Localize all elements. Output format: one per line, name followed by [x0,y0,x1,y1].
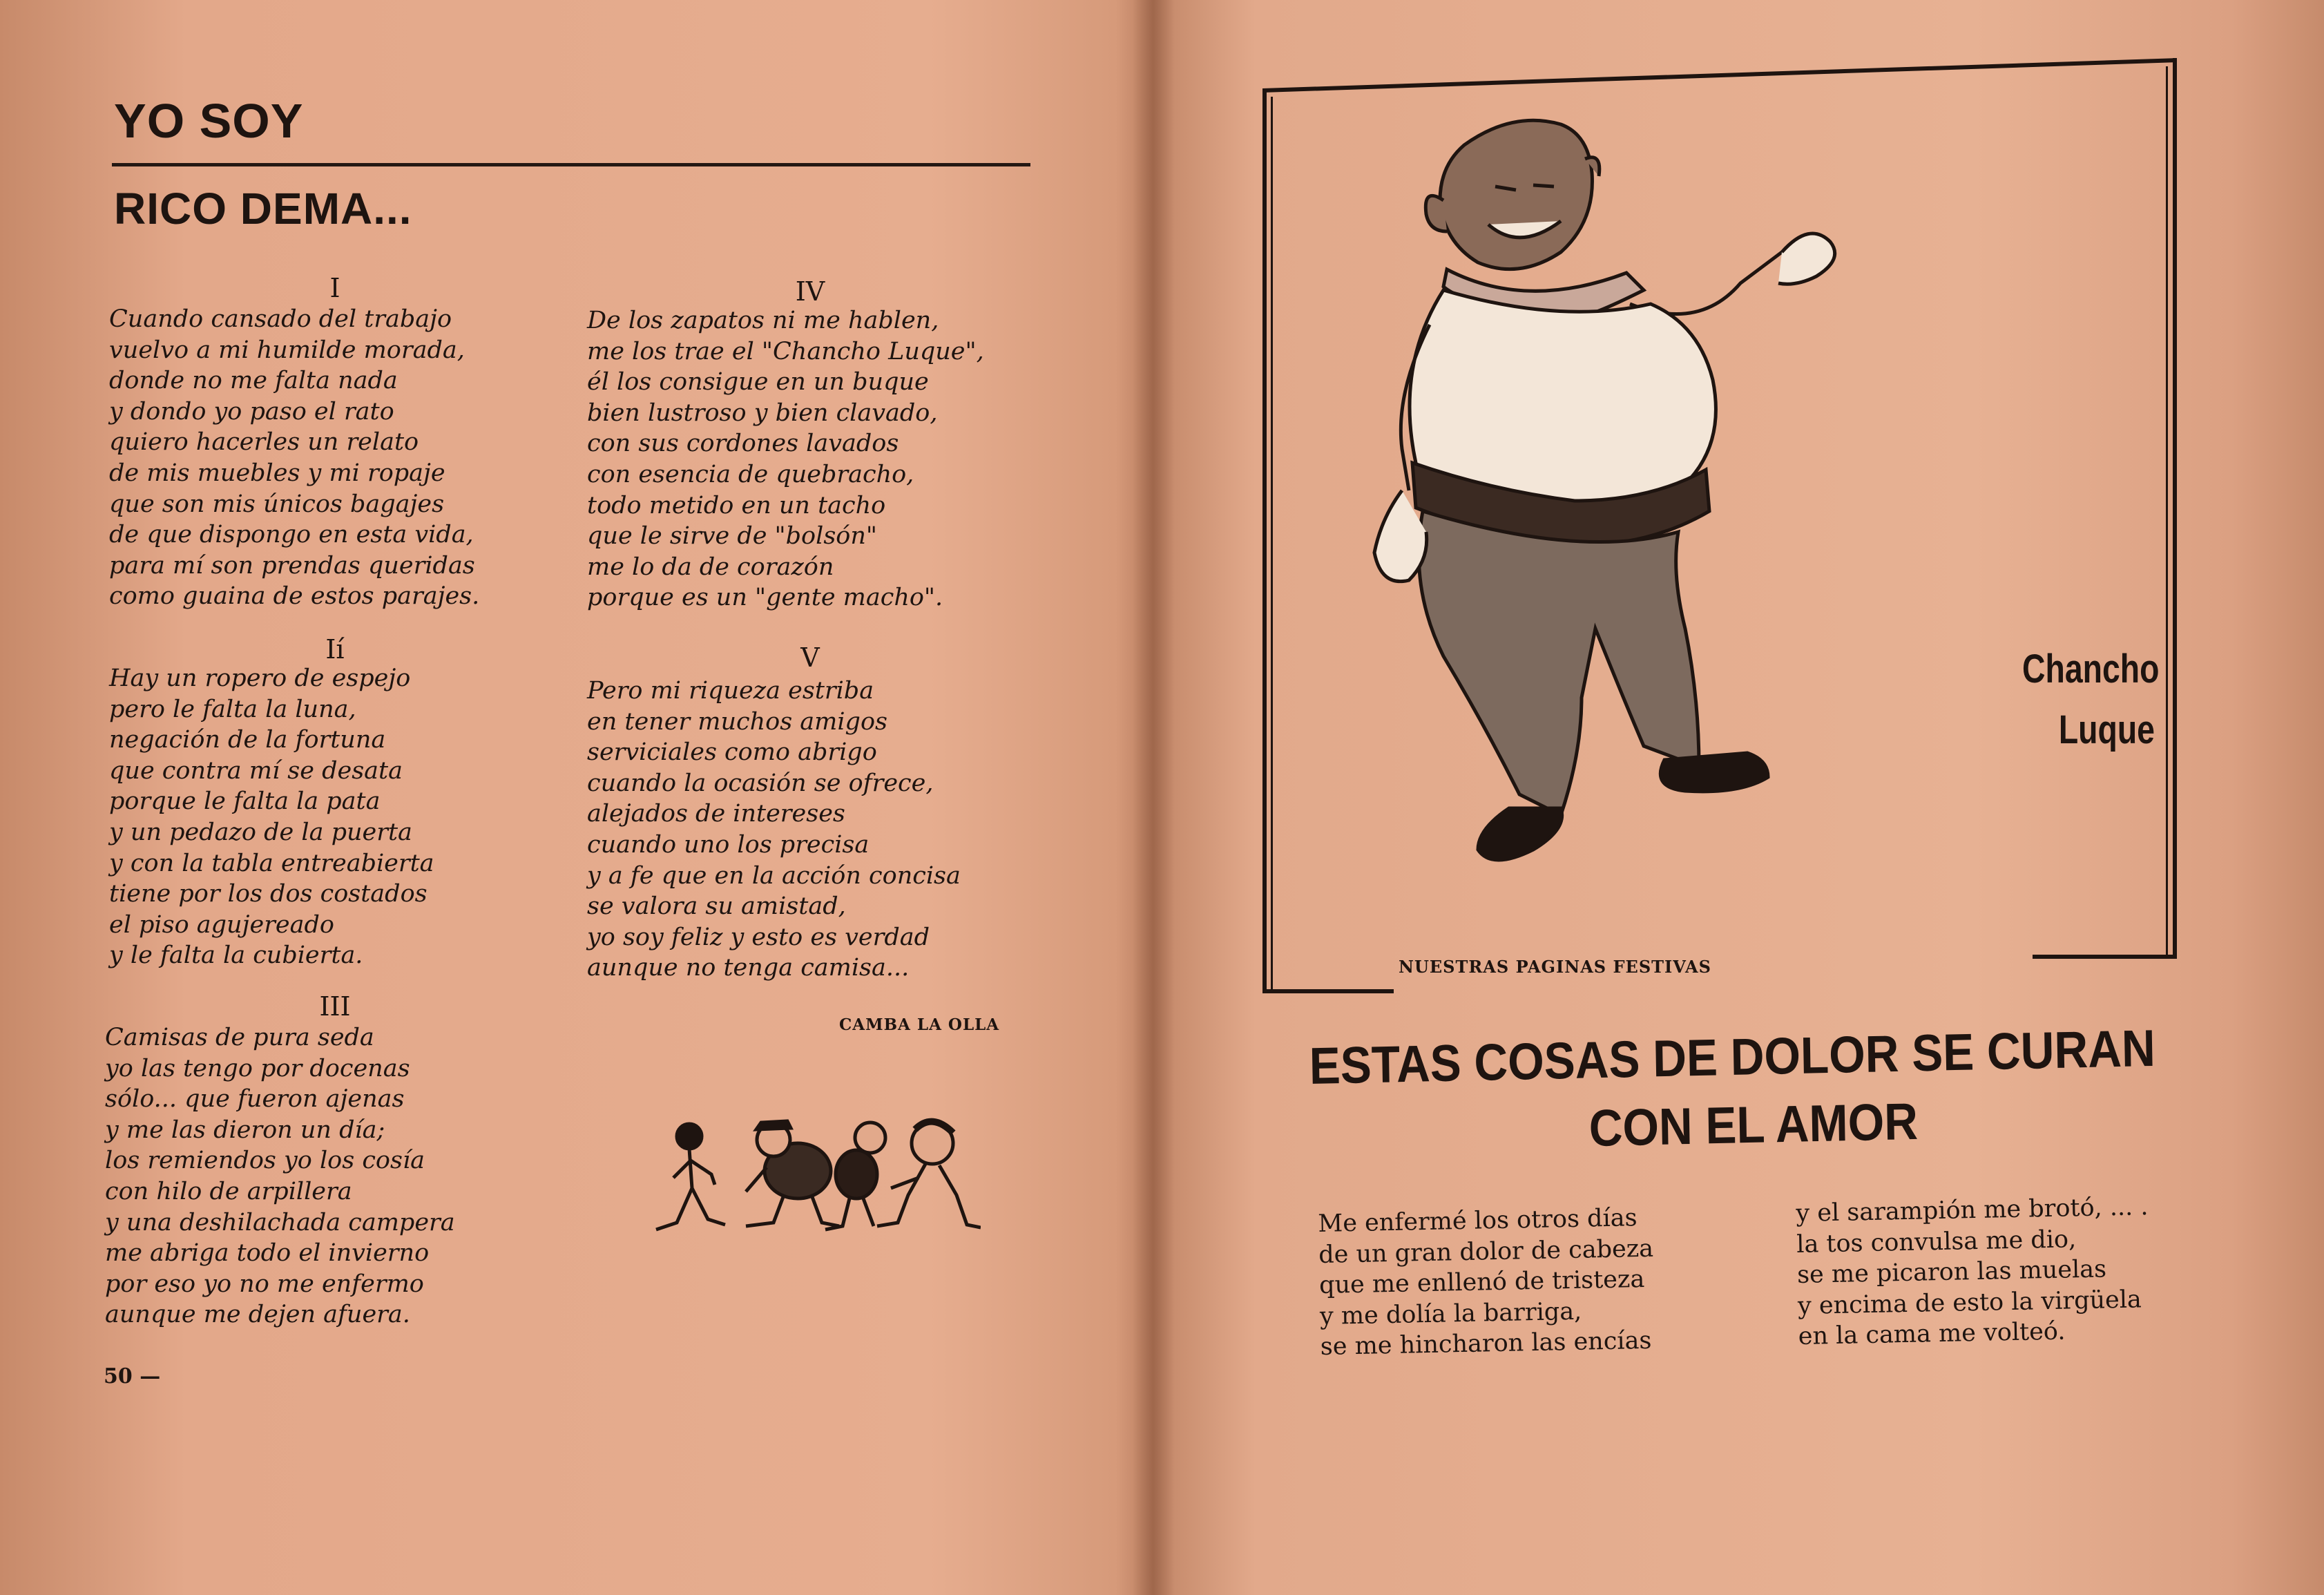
stanza-text: De los zapatos ni me hablen, me los trae el "Chancho Luque", él los consigue en un buque bien lustroso y bien clavado, con sus cordones lavados con esencia de quebracho, todo metido en un tacho que le sirve de "bolsón" me lo da de corazón porque es un "gente macho". [587,307,984,612]
stanza-numeral: I [329,273,340,303]
headline-line2: CON EL AMOR [1588,1091,1919,1157]
headline-line1: ESTAS COSAS DE DOLOR SE CURAN [1309,1018,2156,1095]
crouching-figure [746,1121,839,1226]
stanza-numeral: III [319,991,351,1022]
poem-signature: CAMBA LA OLLA [839,1015,1000,1034]
stanza-text: Pero mi riqueza estriba en tener muchos amigos serviciales como abrigo cuando la ocasión se ofrece, alejados de intereses cuando uno los precisa y a fe que en la acción concisa se valora su amistad, yo soy feliz y esto es verdad aunque no tenga camisa... [587,677,961,982]
poem-title-line2: RICO DEMA... [114,184,412,233]
left-page [0,0,1153,1595]
stanza-text: Camisas de pura seda yo las tengo por docenas sólo... que fueron ajenas y me las dieron un día; los remiendos yo los cosía con hilo de arpillera y una deshilachada campera me abriga todo el invierno por eso yo no me enfermo aunque me dejen afuera. [105,1024,455,1329]
chancho-luque-illustration [1354,104,1975,933]
poem-column-2: y el sarampión me brotó, ... . la tos convulsa me dio, se me picaron las muelas y encima de esto la virgüela en la cama me volteó. [1796,1193,2149,1350]
stanza-numeral: V [800,642,820,673]
walking-figure [656,1124,725,1230]
section-label: NUESTRAS PAGINAS FESTIVAS [1399,957,1711,977]
cartoon-figures-illustration [642,1102,981,1243]
stanza-text: Cuando cansado del trabajo vuelvo a mi humilde morada, donde no me falta nada y dondo yo paso el rato quiero hacerles un relato de mis muebles y mi ropaje que son mis únicos bagajes de que dispongo en esta vida, para mí son prendas queridas como guaina de estos parajes. [109,305,480,611]
title-rule [112,163,1030,166]
illustration-caption: Chancho Luque [2022,647,2160,752]
standing-figure [877,1122,981,1228]
page-number: 50 — [104,1364,161,1388]
poem-column-1: Me enfermé los otros días de un gran dolor de cabeza que me enllenó de tristeza y me dolía la barriga, se me hincharon las encías [1318,1204,1654,1361]
poem-title-line1: YO SOY [114,94,304,148]
crouching-figure [825,1123,885,1230]
stanza-text: Hay un ropero de espejo pero le falta la luna, negación de la fortuna que contra mí se desata porque le falta la pata y un pedazo de la puerta y con la tabla entreabierta tiene por los dos costados el piso agujereado y le falta la cubierta. [109,665,434,970]
stanza-numeral: Ií [325,634,345,665]
stanza-numeral: IV [795,276,825,307]
